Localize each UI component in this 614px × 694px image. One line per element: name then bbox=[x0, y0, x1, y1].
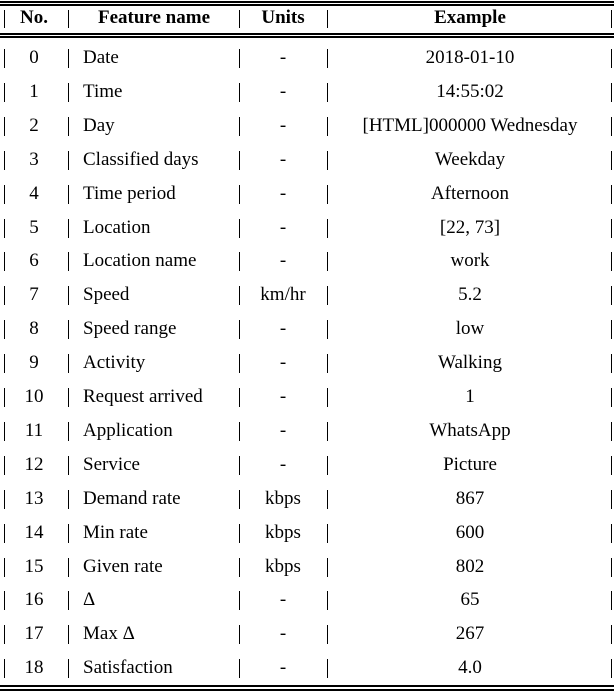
cell-units: kbps bbox=[265, 555, 301, 577]
column-separator bbox=[611, 659, 612, 678]
cell-no: 3 bbox=[29, 148, 39, 170]
cell-no: 13 bbox=[24, 487, 44, 509]
bottom-rule bbox=[0, 689, 614, 691]
cell-no: 18 bbox=[24, 657, 44, 679]
column-separator bbox=[611, 185, 612, 204]
table-row bbox=[0, 346, 614, 380]
column-separator bbox=[611, 49, 612, 68]
cell-units: - bbox=[279, 47, 287, 68]
cell-feature-name: Time bbox=[83, 80, 123, 102]
cell-units: - bbox=[279, 318, 287, 340]
table-row bbox=[0, 617, 614, 651]
cell-no: 17 bbox=[24, 623, 44, 645]
cell-example: 14:55:02 bbox=[436, 80, 504, 102]
cell-units: - bbox=[279, 148, 287, 170]
table-row bbox=[0, 414, 614, 448]
cell-no: 14 bbox=[24, 521, 44, 543]
table-row bbox=[0, 516, 614, 550]
cell-units: kbps bbox=[265, 487, 301, 509]
column-separator bbox=[68, 49, 69, 68]
bottom-rule bbox=[0, 685, 614, 687]
column-separator bbox=[611, 286, 612, 305]
cell-example: 267 bbox=[455, 623, 485, 645]
column-separator bbox=[68, 591, 69, 610]
column-separator bbox=[68, 625, 69, 644]
column-separator bbox=[68, 185, 69, 204]
column-separator bbox=[68, 83, 69, 102]
cell-example: 1 bbox=[465, 386, 475, 407]
cell-feature-name: Date bbox=[83, 47, 119, 68]
cell-units: - bbox=[279, 80, 287, 102]
column-separator bbox=[68, 354, 69, 373]
cell-example: 5.2 bbox=[458, 284, 482, 306]
header-units: Units bbox=[261, 7, 305, 28]
column-separator bbox=[611, 456, 612, 475]
column-separator bbox=[611, 422, 612, 441]
cell-feature-name: Service bbox=[83, 453, 140, 475]
table-row bbox=[0, 41, 614, 75]
cell-example: WhatsApp bbox=[429, 419, 511, 441]
cell-units: kbps bbox=[265, 521, 301, 543]
table-row bbox=[0, 312, 614, 346]
cell-units: - bbox=[279, 419, 287, 441]
column-separator bbox=[68, 558, 69, 577]
cell-feature-name: Day bbox=[83, 114, 115, 136]
header-rule bbox=[0, 36, 614, 38]
cell-example: work bbox=[450, 250, 490, 272]
table-row bbox=[0, 244, 614, 278]
cell-feature-name: Demand rate bbox=[83, 487, 181, 509]
column-separator bbox=[68, 320, 69, 339]
header-rule bbox=[0, 33, 614, 35]
cell-feature-name: Activity bbox=[83, 352, 146, 374]
cell-feature-name: Satisfaction bbox=[83, 657, 173, 679]
cell-no: 15 bbox=[24, 555, 44, 577]
cell-feature-name: Δ bbox=[83, 589, 96, 611]
column-separator bbox=[68, 117, 69, 136]
cell-units: - bbox=[279, 114, 287, 136]
cell-example: 600 bbox=[455, 521, 485, 543]
cell-no: 10 bbox=[24, 386, 44, 407]
cell-feature-name: Location bbox=[83, 216, 151, 238]
column-separator bbox=[68, 286, 69, 305]
table-row bbox=[0, 177, 614, 211]
column-separator bbox=[611, 252, 612, 271]
cell-feature-name: Speed bbox=[83, 284, 130, 306]
column-separator bbox=[611, 490, 612, 509]
cell-example: [22, 73] bbox=[439, 216, 501, 238]
cell-feature-name: Given rate bbox=[83, 555, 163, 577]
table-row bbox=[0, 211, 614, 245]
column-separator bbox=[68, 456, 69, 475]
cell-units: - bbox=[279, 657, 287, 679]
column-separator bbox=[611, 354, 612, 373]
table-row bbox=[0, 482, 614, 516]
cell-feature-name: Time period bbox=[83, 182, 176, 204]
table-row bbox=[0, 651, 614, 685]
cell-units: - bbox=[279, 589, 287, 611]
cell-units: - bbox=[279, 623, 287, 645]
column-separator bbox=[68, 151, 69, 170]
column-separator bbox=[68, 252, 69, 271]
cell-example: 802 bbox=[455, 555, 485, 577]
cell-no: 2 bbox=[29, 114, 39, 136]
cell-example: low bbox=[455, 318, 485, 340]
cell-feature-name: Request arrived bbox=[83, 386, 203, 407]
cell-no: 9 bbox=[29, 352, 39, 374]
cell-no: 6 bbox=[29, 250, 39, 272]
table-row bbox=[0, 143, 614, 177]
cell-example: 867 bbox=[455, 487, 485, 509]
cell-no: 7 bbox=[29, 284, 39, 306]
column-separator bbox=[611, 625, 612, 644]
table-row bbox=[0, 380, 614, 414]
table-row bbox=[0, 583, 614, 617]
column-separator bbox=[611, 320, 612, 339]
cell-no: 12 bbox=[24, 453, 44, 475]
table-row bbox=[0, 550, 614, 584]
column-separator bbox=[611, 524, 612, 543]
cell-no: 1 bbox=[29, 80, 39, 102]
cell-feature-name: Max Δ bbox=[83, 623, 135, 645]
header-example: Example bbox=[434, 7, 506, 28]
cell-example: Afternoon bbox=[430, 182, 510, 204]
header-row bbox=[0, 2, 614, 36]
column-separator bbox=[611, 10, 612, 28]
column-separator bbox=[68, 659, 69, 678]
cell-units: - bbox=[279, 216, 287, 238]
cell-units: - bbox=[279, 182, 287, 204]
column-separator bbox=[68, 388, 69, 407]
cell-units: - bbox=[279, 386, 287, 407]
cell-feature-name: Application bbox=[83, 419, 173, 441]
cell-example: [HTML]000000 Wednesday bbox=[362, 114, 578, 136]
cell-example: 65 bbox=[460, 589, 480, 611]
cell-example: Weekday bbox=[434, 148, 506, 170]
cell-feature-name: Min rate bbox=[83, 521, 148, 543]
cell-units: - bbox=[279, 453, 287, 475]
column-separator bbox=[611, 117, 612, 136]
column-separator bbox=[611, 151, 612, 170]
cell-units: - bbox=[279, 352, 287, 374]
header-feature-name: Feature name bbox=[97, 7, 211, 28]
table-row bbox=[0, 75, 614, 109]
cell-no: 5 bbox=[29, 216, 39, 238]
column-separator bbox=[68, 219, 69, 238]
cell-no: 16 bbox=[24, 589, 44, 611]
cell-no: 8 bbox=[29, 318, 39, 340]
cell-no: 4 bbox=[29, 182, 39, 204]
column-separator bbox=[68, 422, 69, 441]
cell-feature-name: Classified days bbox=[83, 148, 199, 170]
table-row bbox=[0, 109, 614, 143]
column-separator bbox=[611, 591, 612, 610]
column-separator bbox=[68, 524, 69, 543]
cell-example: Walking bbox=[438, 352, 502, 374]
column-separator bbox=[611, 388, 612, 407]
table-row bbox=[0, 278, 614, 312]
cell-example: 4.0 bbox=[458, 657, 482, 679]
cell-units: - bbox=[279, 250, 287, 272]
cell-example: 2018-01-10 bbox=[425, 47, 515, 68]
cell-feature-name: Location name bbox=[83, 250, 197, 272]
header-no: No. bbox=[20, 7, 48, 28]
cell-no: 0 bbox=[29, 47, 39, 68]
cell-units: km/hr bbox=[260, 284, 306, 306]
column-separator bbox=[611, 558, 612, 577]
column-separator bbox=[611, 219, 612, 238]
column-separator bbox=[68, 490, 69, 509]
cell-no: 11 bbox=[24, 419, 44, 441]
cell-example: Picture bbox=[443, 453, 497, 475]
column-separator bbox=[611, 83, 612, 102]
table-row bbox=[0, 448, 614, 482]
cell-feature-name: Speed range bbox=[83, 318, 177, 340]
